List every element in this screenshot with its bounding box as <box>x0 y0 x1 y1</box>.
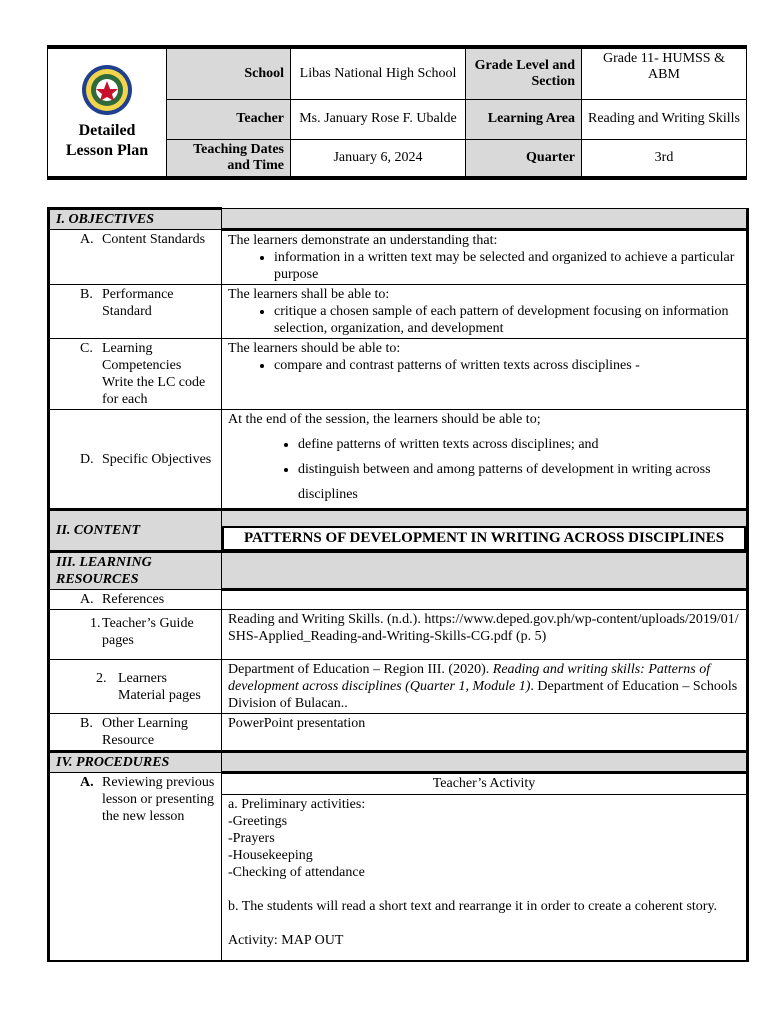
activity-line: Activity: MAP OUT <box>228 933 344 948</box>
quarter-value: 3rd <box>582 139 747 178</box>
teachers-activity-header: Teacher’s Activity <box>222 773 748 795</box>
grade-label: Grade Level and Section <box>466 47 582 99</box>
procedure-a-label <box>49 773 222 961</box>
activity-line: -Greetings <box>228 814 288 829</box>
content-standards-label <box>49 230 222 285</box>
citation-author: Department of Education – Region III. (2020). <box>228 662 493 677</box>
specific-objectives-label <box>49 410 222 510</box>
learning-competencies-label <box>49 339 222 410</box>
references-label <box>49 590 222 610</box>
activity-line: -Prayers <box>228 831 275 846</box>
learning-area-label: Learning Area <box>466 99 582 139</box>
list-marker: D. <box>80 451 94 467</box>
activity-spacer <box>228 881 740 898</box>
intro-text: The learners should be able to: <box>228 341 401 356</box>
label-text: Content Standards <box>102 232 206 247</box>
activity-line: -Checking of attendance <box>228 865 365 880</box>
label-text: Reviewing previous lesson or presenting the new lesson <box>102 775 215 824</box>
learning-competencies-value <box>222 339 748 410</box>
intro-text: At the end of the session, the learners should be able to; <box>228 412 541 427</box>
list-marker: C. <box>80 341 93 356</box>
list-marker: 2. <box>96 670 107 686</box>
label-text: Specific Objectives <box>102 451 212 467</box>
specific-objectives-value <box>222 410 748 510</box>
list-marker: B. <box>80 287 93 302</box>
school-value: Libas National High School <box>291 47 466 99</box>
bullet-item: • define patterns of written texts across disciplines; and <box>298 432 740 457</box>
citation-publisher: . Department of Education – Schools Division of Bulacan.. <box>228 679 738 711</box>
learning-area-value: Reading and Writing Skills <box>582 99 747 139</box>
label-text: Learners Material pages <box>118 670 201 703</box>
objectives-heading: I. OBJECTIVES <box>49 209 222 230</box>
bullet-item: • compare and contrast patterns of written texts across disciplines - <box>274 357 740 374</box>
teachers-guide-label <box>49 610 222 660</box>
other-resource-label <box>49 714 222 752</box>
teachers-activity-content <box>222 795 748 961</box>
teacher-value: Ms. January Rose F. Ubalde <box>291 99 466 139</box>
school-label: School <box>167 47 291 99</box>
activity-line: -Housekeeping <box>228 848 313 863</box>
list-marker: B. <box>80 716 93 731</box>
other-resource-value: PowerPoint presentation <box>222 714 748 752</box>
objectives-heading-blank <box>222 209 748 230</box>
lesson-plan-body <box>47 207 749 962</box>
learners-material-label <box>49 660 222 714</box>
lesson-plan-title <box>54 121 160 161</box>
learners-material-value <box>222 660 748 714</box>
bullet-item: • distinguish between and among patterns of development in writing across disciplines <box>298 457 740 507</box>
intro-text: The learners shall be able to: <box>228 287 390 302</box>
lesson-plan-header <box>47 45 747 180</box>
title-line-1: Detailed <box>78 121 136 139</box>
content-standards-value <box>222 230 748 285</box>
label-text: Teacher’s Guide pages <box>102 616 194 648</box>
deped-seal-icon <box>81 64 133 116</box>
label-text: Learning Competencies Write the LC code for each <box>102 341 206 407</box>
content-heading: II. CONTENT <box>49 510 222 552</box>
learning-resources-heading: III. LEARNING RESOURCES <box>49 552 222 590</box>
content-title: PATTERNS OF DEVELOPMENT IN WRITING ACROSS DISCIPLINES <box>222 526 746 551</box>
list-marker: A. <box>80 232 94 247</box>
performance-standard-value <box>222 285 748 339</box>
learning-resources-blank <box>222 552 748 590</box>
teacher-label: Teacher <box>167 99 291 139</box>
content-title-cell <box>222 510 748 552</box>
title-line-2: Lesson Plan <box>65 141 149 159</box>
label-text: Performance Standard <box>102 287 174 319</box>
list-marker: A. <box>80 592 94 607</box>
grade-value: Grade 11- HUMSS & ABM <box>582 47 747 99</box>
label-text: References <box>102 592 165 607</box>
list-marker: 1. <box>90 616 101 631</box>
title-cell <box>48 47 167 178</box>
activity-line: a. Preliminary activities: <box>228 797 366 812</box>
list-marker: A. <box>80 775 94 790</box>
quarter-label: Quarter <box>466 139 582 178</box>
procedures-heading-blank <box>222 752 748 773</box>
teaching-dates-value: January 6, 2024 <box>291 139 466 178</box>
activity-spacer <box>228 915 740 932</box>
intro-text: The learners demonstrate an understanding that: <box>228 233 498 248</box>
references-value <box>222 590 748 610</box>
performance-standard-label <box>49 285 222 339</box>
teaching-dates-label: Teaching Dates and Time <box>167 139 291 178</box>
citation-title: Reading and writing skills: Patterns of development across disciplines (Quarter 1, Module 1) <box>228 662 711 694</box>
bullet-item: • information in a written text may be selected and organized to achieve a particular purpose <box>274 249 740 283</box>
label-text: Other Learning Resource <box>102 716 188 748</box>
activity-line: b. The students will read a short text and rearrange it in order to create a coherent story. <box>228 899 718 914</box>
teachers-guide-value: Reading and Writing Skills. (n.d.). https://www.deped.gov.ph/wp-content/uploads/2019/01/SHS-Applied_Reading-and-Writing-Skills-CG.pdf (p. 5) <box>222 610 748 660</box>
procedures-heading: IV. PROCEDURES <box>49 752 222 773</box>
bullet-item: • critique a chosen sample of each pattern of development focusing on information selection, organization, and development <box>274 303 740 337</box>
